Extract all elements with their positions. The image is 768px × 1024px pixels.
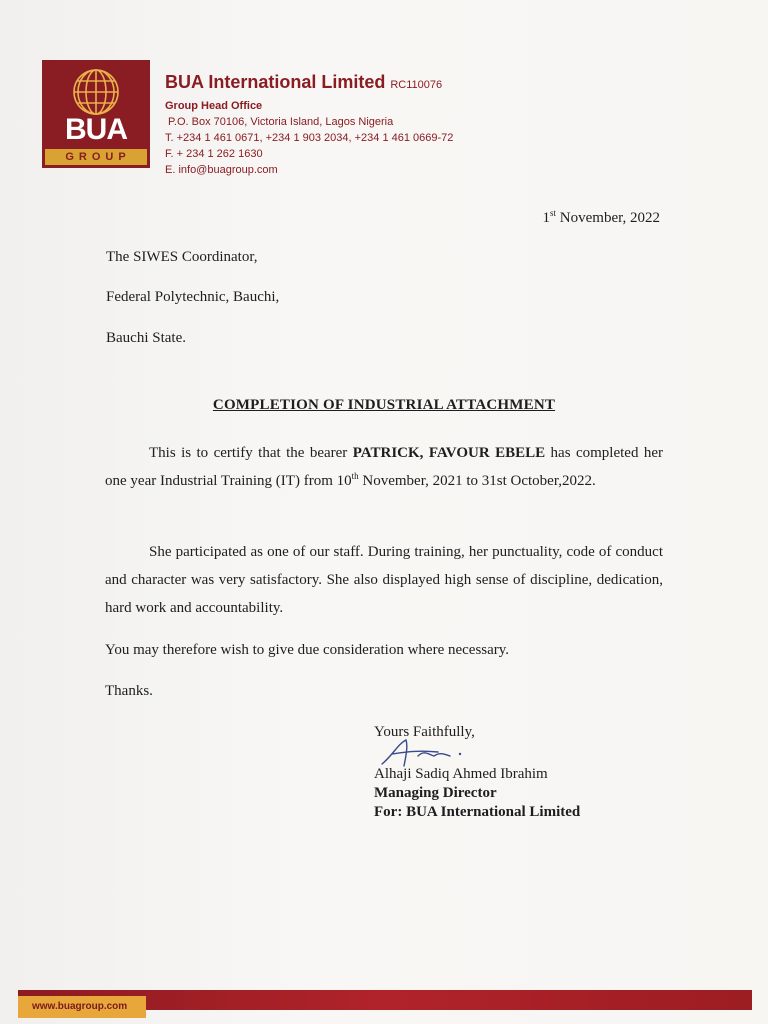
globe-icon	[70, 66, 122, 118]
closing-salutation: Yours Faithfully,	[374, 724, 475, 740]
signatory-position: Managing Director	[374, 785, 497, 801]
p2-text: She participated as one of our staff. During training, her punctuality, code of conduct and character was very satisfactory. She also displayed high sense of discipline, dedication, hard work and accountability.	[105, 544, 663, 616]
paragraph-3: You may therefore wish to give due consideration where necessary.	[105, 642, 510, 658]
rc-number: RC110076	[390, 79, 443, 91]
email: E. info@buagroup.com	[165, 164, 278, 176]
date-rest: November, 2022	[556, 210, 660, 226]
letter-title: COMPLETION OF INDUSTRIAL ATTACHMENT	[212, 397, 556, 413]
thanks: Thanks.	[105, 683, 153, 699]
company-name-text: BUA International Limited	[165, 72, 386, 92]
bua-logo	[42, 60, 150, 168]
fax: F. + 234 1 262 1630	[165, 148, 263, 160]
p1-text-b: has completed her one year Industrial Training (IT) from 10	[105, 445, 664, 489]
letterhead	[165, 70, 453, 178]
logo-word: BUA	[65, 113, 127, 146]
p1-sup: th	[351, 471, 359, 481]
recipient-line-3: Bauchi State.	[106, 330, 186, 346]
date-day: 1	[542, 210, 551, 226]
company-name	[165, 70, 453, 97]
recipient-line-2: Federal Polytechnic, Bauchi,	[106, 289, 280, 305]
office-label: Group Head Office	[165, 100, 263, 112]
letter-date	[543, 208, 660, 228]
p1-text-c: November, 2021 to 31st October,2022.	[358, 473, 596, 489]
paragraph-1	[105, 439, 663, 495]
p1-text-a: This is to certify that the bearer	[149, 445, 353, 461]
footer-website[interactable]: www.buagroup.com	[18, 996, 146, 1018]
address: P.O. Box 70106, Victoria Island, Lagos Nigeria	[168, 116, 394, 128]
signatory-company: For: BUA International Limited	[374, 804, 581, 820]
trainee-name: PATRICK, FAVOUR EBELE	[352, 445, 546, 461]
recipient-line-1: The SIWES Coordinator,	[106, 249, 258, 265]
phone: T. +234 1 461 0671, +234 1 903 2034, +234 1 461 0669-72	[165, 132, 454, 144]
logo-group-band: GROUP	[45, 149, 147, 165]
paragraph-2	[105, 538, 663, 622]
signatory-name: Alhaji Sadiq Ahmed Ibrahim	[374, 766, 548, 782]
date-suffix: st	[550, 208, 557, 218]
